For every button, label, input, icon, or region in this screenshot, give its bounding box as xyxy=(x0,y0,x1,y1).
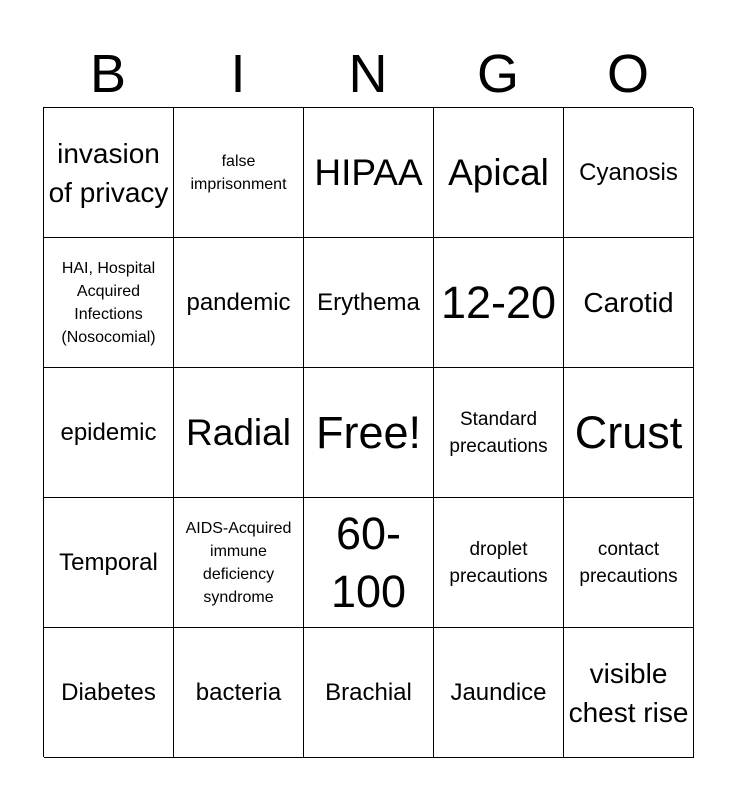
bingo-cell[interactable] xyxy=(44,368,174,498)
cell-text: Temporal xyxy=(59,549,158,576)
bingo-board xyxy=(43,107,693,757)
header-letter-b: B xyxy=(89,44,127,104)
header-letter-i: I xyxy=(230,44,246,104)
cell-text: Diabetes xyxy=(61,679,156,706)
bingo-cell[interactable] xyxy=(564,368,694,498)
cell-text: 60-100 xyxy=(330,507,407,617)
bingo-cell[interactable] xyxy=(434,498,564,628)
bingo-cell[interactable] xyxy=(44,498,174,628)
cell-text: HAI, Hospital Acquired Infections (Nosocomial) xyxy=(61,259,156,346)
cell-text: invasion of privacy xyxy=(48,137,169,208)
cell-text: Erythema xyxy=(317,289,420,316)
cell-text: contact precautions xyxy=(579,538,678,587)
cell-text: Crust xyxy=(574,406,683,458)
bingo-cell[interactable] xyxy=(434,108,564,238)
bingo-cell[interactable] xyxy=(174,108,304,238)
header-letter-g: G xyxy=(476,44,519,104)
header-letter-o: O xyxy=(606,44,649,104)
bingo-cell[interactable] xyxy=(304,498,434,628)
cell-text: AIDS-Acquired immune deficiency syndrome xyxy=(185,519,292,606)
bingo-cell[interactable] xyxy=(434,238,564,368)
cell-text: Radial xyxy=(186,412,291,453)
cell-text: Carotid xyxy=(583,287,674,318)
bingo-cell[interactable] xyxy=(44,238,174,368)
cell-text: droplet precautions xyxy=(449,538,548,587)
cell-text: visible chest rise xyxy=(568,657,689,728)
cell-text: bacteria xyxy=(195,679,282,706)
bingo-cell[interactable] xyxy=(434,368,564,498)
cell-text: pandemic xyxy=(186,289,291,316)
bingo-cell[interactable] xyxy=(304,238,434,368)
bingo-cell[interactable] xyxy=(174,238,304,368)
bingo-cell[interactable] xyxy=(564,238,694,368)
bingo-cell[interactable] xyxy=(174,498,304,628)
bingo-cell[interactable] xyxy=(564,108,694,238)
bingo-cell[interactable] xyxy=(44,108,174,238)
bingo-cell[interactable] xyxy=(564,628,694,758)
cell-text: Cyanosis xyxy=(579,159,678,186)
header-letter-n: N xyxy=(348,44,388,104)
cell-text: false imprisonment xyxy=(190,152,287,193)
bingo-cell[interactable] xyxy=(304,628,434,758)
free-space[interactable] xyxy=(304,368,434,498)
cell-text: Brachial xyxy=(325,679,412,706)
cell-text: Apical xyxy=(448,152,549,193)
cell-text: HIPAA xyxy=(314,152,423,193)
bingo-cell[interactable] xyxy=(44,628,174,758)
cell-text: Standard precautions xyxy=(449,408,548,457)
cell-text: epidemic xyxy=(60,419,157,446)
bingo-cell[interactable] xyxy=(564,498,694,628)
cell-text: 12-20 xyxy=(440,276,557,328)
bingo-cell[interactable] xyxy=(174,628,304,758)
bingo-cell[interactable] xyxy=(434,628,564,758)
cell-text: Jaundice xyxy=(450,679,547,706)
bingo-header xyxy=(43,40,693,108)
free-space-text: Free! xyxy=(315,406,422,458)
bingo-cell[interactable] xyxy=(174,368,304,498)
bingo-cell[interactable] xyxy=(304,108,434,238)
